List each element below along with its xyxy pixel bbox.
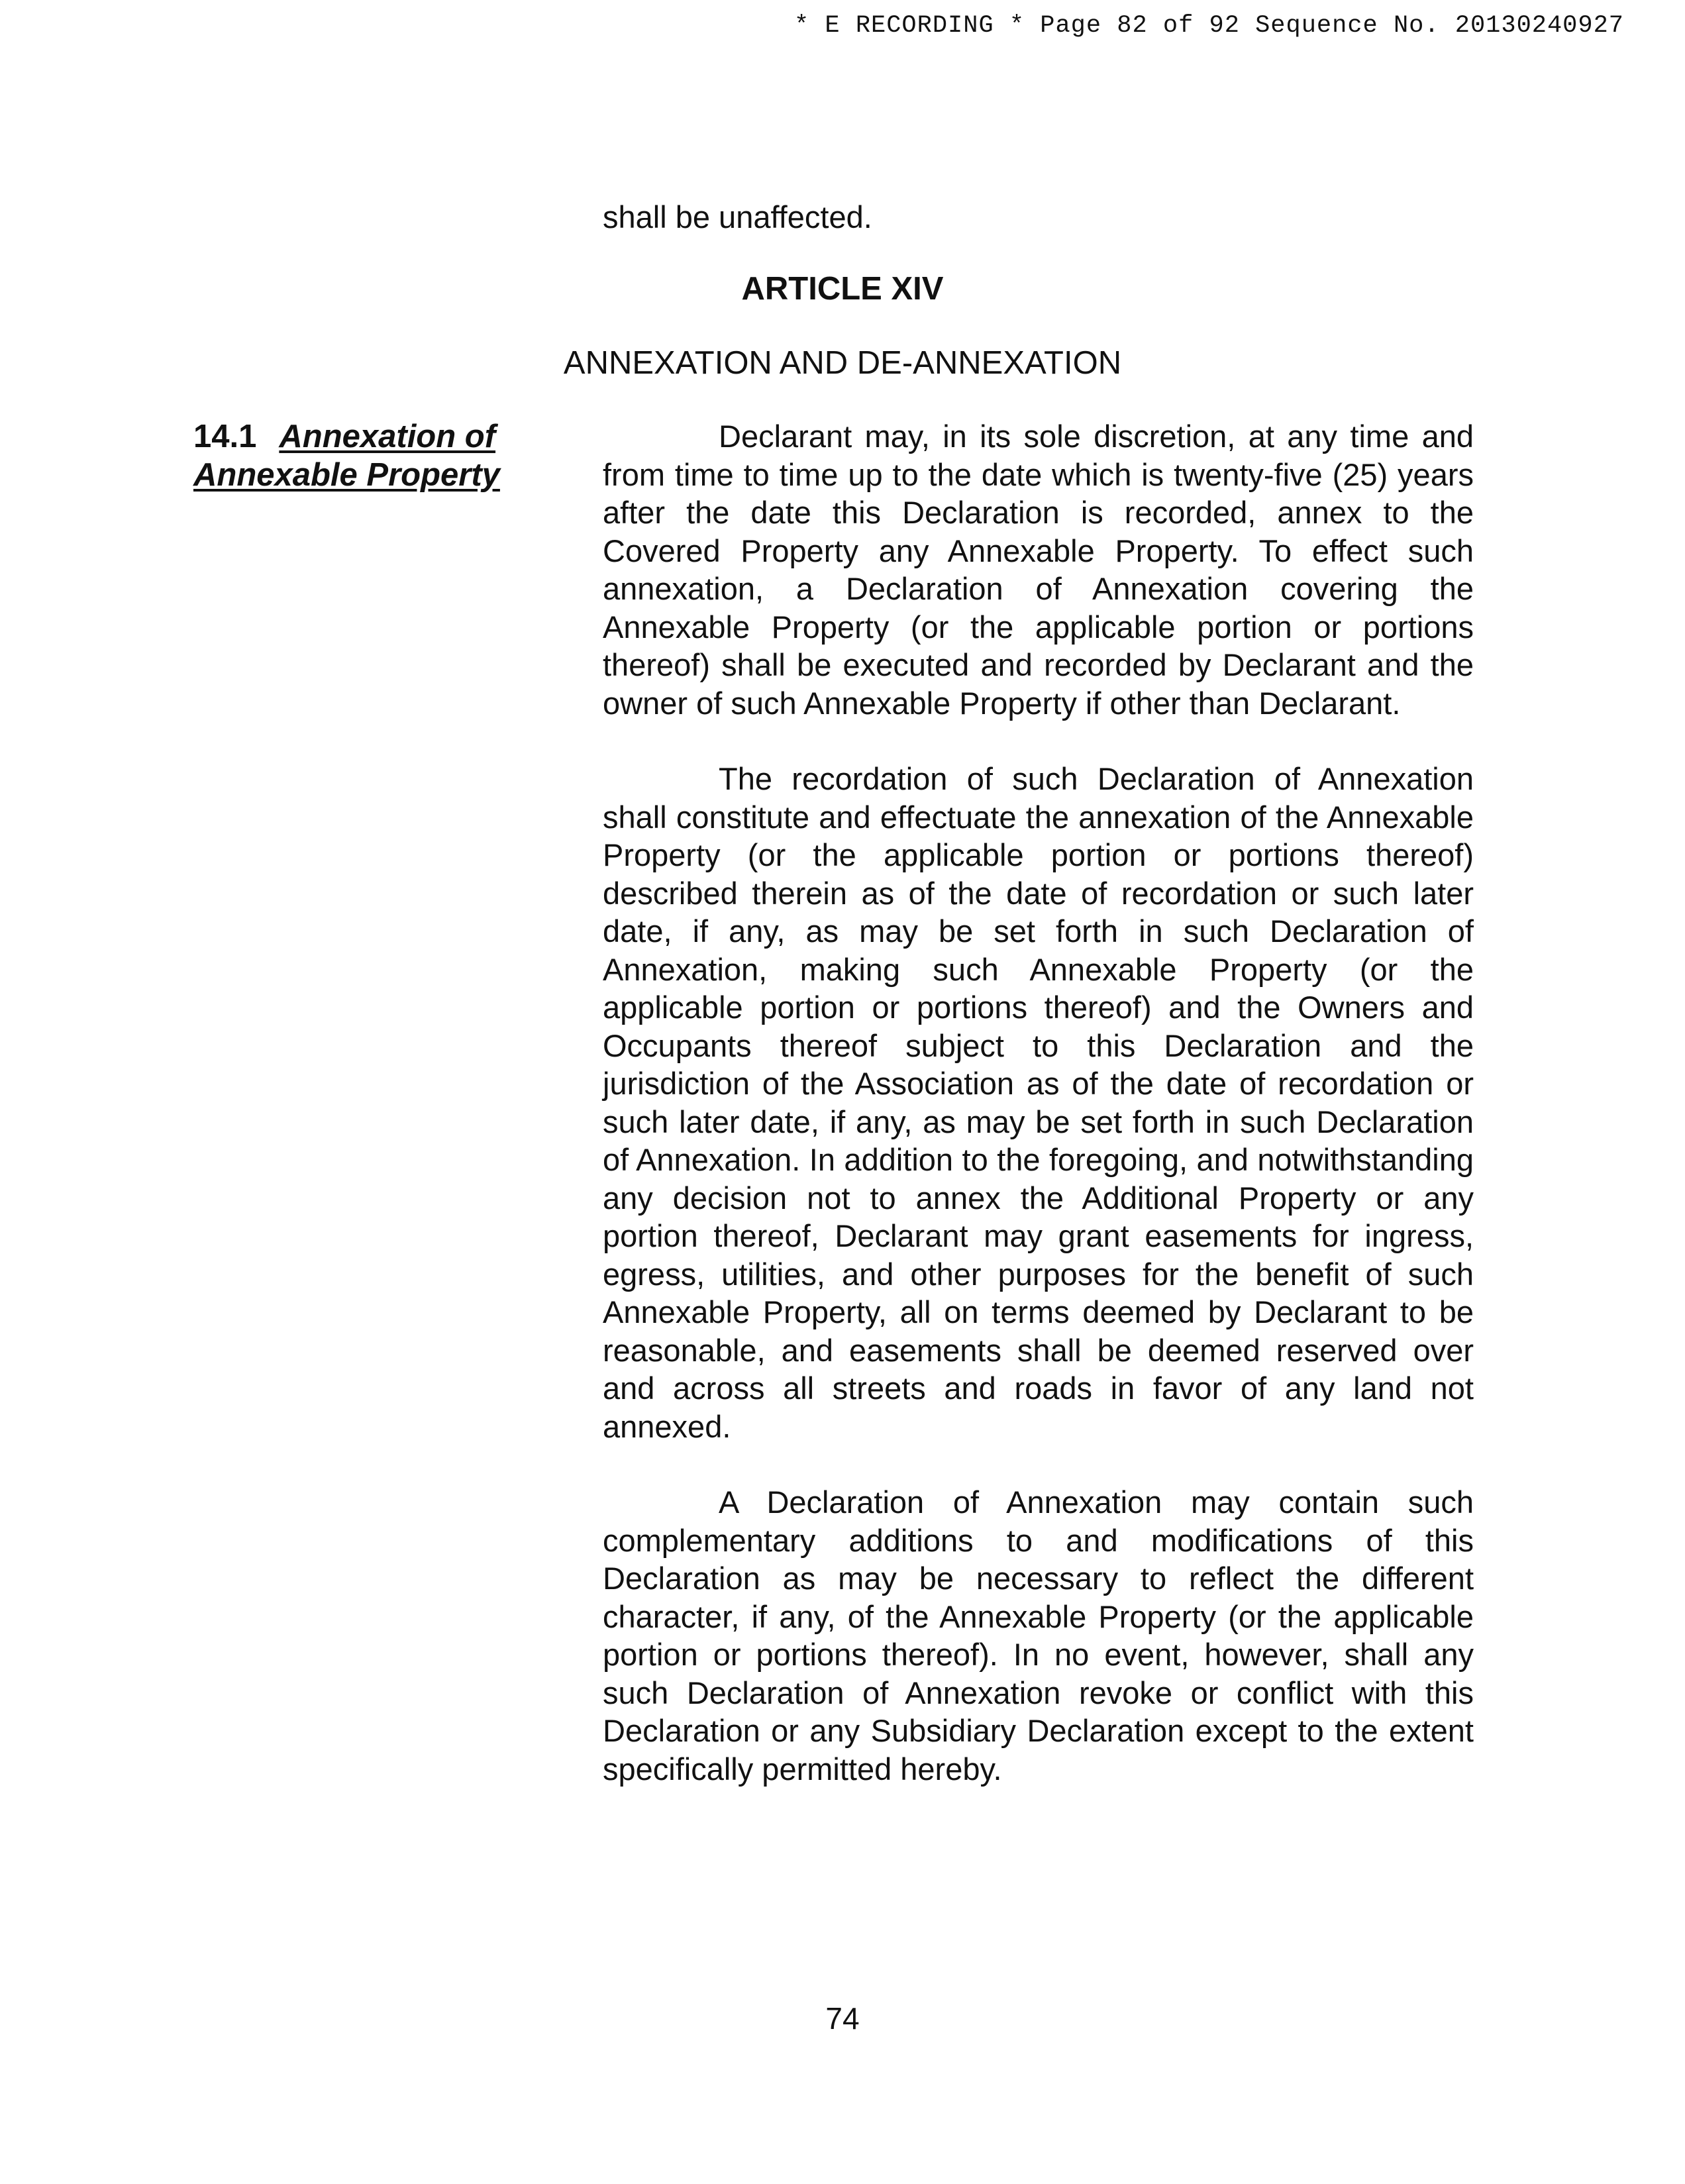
section-number: 14.1 [193, 419, 257, 454]
article-title: ANNEXATION AND DE-ANNEXATION [563, 345, 1122, 381]
section-title: Annexation of Annexable Property [193, 419, 500, 493]
paragraph: Declarant may, in its sole discretion, at any time and from time to time up to the date which is twenty-five (25) years after the date this Declaration is recorded, annex to the Covered Property any Annexable Property. To effect such annexation, a Declaration of Annexation covering the Annexable Property (or the applicable portion or portions thereof) shall be executed and recorded by Declarant and the owner of such Annexable Property if other than Declarant. [603, 419, 1474, 721]
paragraph: The recordation of such Declaration of Annexation shall constitute and effectuate the annexation of the Annexable Property (or the applicable portion or portions thereof) described therein as of the date of recordation or such later date, if any, as may be set forth in such Declaration of Annexation, making such Annexable Property (or the applicable portion or portions thereof) and the Owners and Occupants thereof subject to this Declaration and the jurisdiction of the Association as of the date of recordation or such later date, if any, as may be set forth in such Declaration of Annexation. In addition to the foregoing, and notwithstanding any decision not to annex the Additional Property or any portion thereof, Declarant may grant easements for ingress, egress, utilities, and other purposes for the benefit of such Annexable Property, all on terms deemed by Declarant to be reasonable, and easements shall be deemed reserved over and across all streets and roads in favor of any land not annexed. [603, 761, 1474, 1444]
article-number: ARTICLE XIV [741, 271, 944, 307]
paragraph: A Declaration of Annexation may contain such complementary additions to and modifications of this Declaration as may be necessary to reflect the different character, if any, of the Annexable Property (or the applicable portion or portions thereof). In no event, however, shall any such Declaration of Annexation revoke or conflict with this Declaration or any Subsidiary Declaration except to the extent specifically permitted hereby. [603, 1484, 1474, 1787]
recording-header: * E RECORDING * Page 82 of 92 Sequence No. 20130240927 [794, 12, 1624, 40]
continuation-text: shall be unaffected. [603, 199, 872, 234]
section-body [603, 417, 1474, 1826]
page-number: 74 [825, 2001, 860, 2036]
section-heading [193, 417, 538, 494]
